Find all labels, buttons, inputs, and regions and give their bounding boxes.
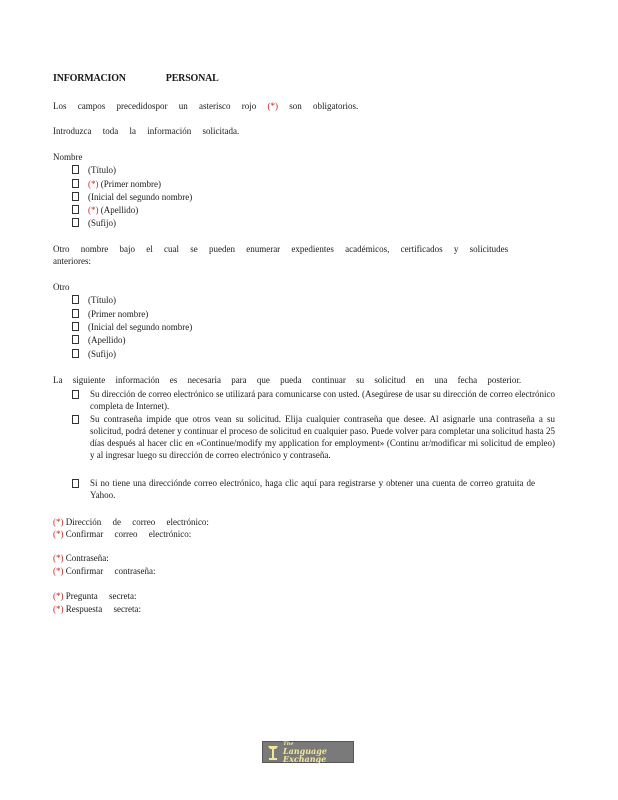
page-title: [53, 73, 219, 84]
field-label: Confirmar contraseña:: [65, 566, 156, 576]
checkbox-icon: [72, 309, 79, 318]
field-label: (Inicial del segundo nombre): [88, 192, 193, 202]
required-note: [53, 101, 358, 112]
followup-text: La siguiente información es necesaria para que pueda continuar su solicitud en una fecha posterior.: [53, 375, 522, 385]
other-field-suffix[interactable]: [72, 349, 116, 360]
field-label: Contraseña:: [65, 553, 109, 563]
field-label: (Sufijo): [88, 218, 116, 228]
logo-main-text: Language Exchange: [283, 745, 327, 764]
field-label: Confirmar correo electrónico:: [65, 529, 192, 539]
field-label: (Primer nombre): [88, 309, 149, 319]
bullet-register-note: Si no tiene una direcciónde correo electrónico, haga clic aquí para registrarse y obtener una cuenta de correo gratuita de Yahoo.: [90, 478, 535, 500]
name-field-middle[interactable]: [72, 192, 192, 203]
title-word-2: PERSONAL: [165, 73, 219, 84]
instruction-text: Introduzca toda la información solicitada.: [53, 126, 240, 136]
name-field-first[interactable]: [72, 179, 161, 190]
field-label: (Apellido): [100, 205, 139, 215]
required-asterisk: (*): [53, 591, 64, 601]
required-note-end: son obligatorios.: [289, 101, 359, 111]
field-label: Pregunta secreta:: [65, 591, 137, 601]
checkbox-icon: [72, 335, 79, 344]
required-asterisk: (*): [53, 553, 64, 563]
torch-icon: [265, 743, 281, 761]
checkbox-icon: [72, 179, 79, 188]
field-label: (Primer nombre): [100, 179, 161, 189]
required-asterisk: (*): [53, 604, 64, 614]
checkbox-icon: [72, 218, 79, 227]
field-password[interactable]: [53, 553, 109, 564]
field-label: Respuesta secreta:: [65, 604, 141, 614]
field-label: Dirección de correo electrónico:: [65, 517, 209, 527]
bullet-email-note: Su dirección de correo electrónico se utilizará para comunicarse con usted. (Asegúrese de usar su dirección de correo electrónico completa de Internet).: [90, 389, 555, 411]
bullet-password-note: Su contraseña impide que otros vean su solicitud. Elija cualquier contraseña que desee. Al asignarle una contraseña a su solicitud, podrá detener y continuar el proceso de solicitud en cualquier paso. Puede volver para completar una solicitud hasta 25 días después al hacer clic en «Continue/modify my application for employment» (Continu ar/modificar mi solicitud de empleo) y al ingresar luego su dirección de correo electrónico y contraseña.: [90, 414, 555, 460]
name-heading: Nombre: [53, 152, 83, 162]
name-field-last[interactable]: [72, 205, 138, 216]
field-secret-answer[interactable]: [53, 604, 141, 615]
field-label: (Sufijo): [88, 349, 116, 359]
required-note-text: Los campos precedidospor un asterisco rojo: [53, 101, 257, 111]
checkbox-icon: [72, 165, 79, 174]
required-asterisk: (*): [88, 179, 99, 189]
field-secret-question[interactable]: [53, 591, 136, 602]
other-field-title[interactable]: [72, 295, 116, 306]
field-confirm-email[interactable]: [53, 529, 191, 540]
field-label: (Inicial del segundo nombre): [88, 322, 193, 332]
required-asterisk: (*): [267, 101, 278, 111]
logo-small-text: The: [283, 740, 294, 747]
required-asterisk: (*): [53, 529, 64, 539]
bullet-icon: [72, 415, 79, 424]
field-label: (Apellido): [88, 335, 126, 345]
bullet-icon: [72, 479, 79, 488]
field-label: (Título): [88, 165, 116, 175]
required-asterisk: (*): [53, 566, 64, 576]
checkbox-icon: [72, 205, 79, 214]
logo-text: [283, 742, 353, 763]
checkbox-icon: [72, 295, 79, 304]
field-label: (Título): [88, 295, 116, 305]
name-field-title[interactable]: [72, 165, 116, 176]
title-word-1: INFORMACION: [53, 73, 126, 84]
bullet-icon: [72, 390, 79, 399]
required-asterisk: (*): [53, 517, 64, 527]
checkbox-icon: [72, 192, 79, 201]
field-confirm-password[interactable]: [53, 566, 155, 577]
other-name-text: Otro nombre bajo el cual se pueden enumerar expedientes académicos, certificados y solicitudes anteriores:: [53, 244, 509, 266]
checkbox-icon: [72, 349, 79, 358]
field-email[interactable]: [53, 517, 209, 528]
name-field-suffix[interactable]: [72, 218, 116, 229]
required-asterisk: (*): [88, 205, 99, 215]
checkbox-icon: [72, 322, 79, 331]
company-logo: [262, 741, 354, 763]
other-heading: Otro: [53, 282, 70, 292]
other-field-last[interactable]: [72, 335, 126, 346]
other-field-first[interactable]: [72, 309, 148, 320]
other-field-middle[interactable]: [72, 322, 192, 333]
